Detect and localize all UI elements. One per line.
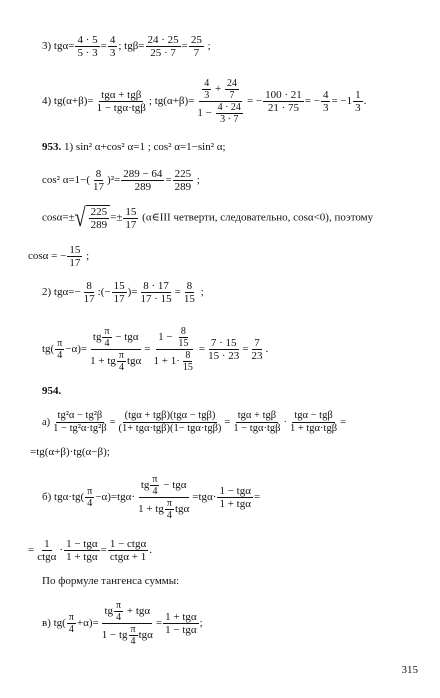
- eq-953-4: 4) tg(α+β)= $\frac{\text{tgα + tgβ}}{\text{1 − tgα·tgβ}}$ ; tg(α+β)= $\frac{4}{3}$ + $\frac{24}{7}$ 1 − $\frac{4 \cdot 24}{3 \cdot 7}$ = − $\frac{100 \cdot 21}{21 \cdot 75}$ = − $\frac{4}{3}$ = −1 $\frac{1}{3}$ .: [42, 78, 367, 125]
- eq-954-a: а) $\frac{\text{tg²α − tg²β}}{\text{1 − tg²α·tg²β}}$ = $\frac{\text{(tgα + tgβ)(tgα − tgβ)}}{\text{(1+ tgα·tgβ)(1− tgα·tgβ)}}$ = $\frac{\text{tgα + tgβ}}{\text{1 − tgα·tgβ}}$ · $\frac{\text{tgα − tgβ}}{\text{1 + tgα·tgβ}}$ =: [42, 410, 346, 434]
- eq-954-v: в) tg( $\frac{\pi}{4}$ +α)= tg $\frac{\pi}{4}$ + tgα 1 − tg $\frac{\pi}{4}$ tgα = $\frac{\text{1 + tgα}}{\text{1 − tgα}}$ ;: [42, 600, 203, 647]
- eq-953-3: 3) tgα= $\frac{4 \cdot 5}{5 \cdot 3}$ = $\frac{4}{3}$ ; tgβ= $\frac{24 \cdot 25}{25 \cdot 7}$ = $\frac{25}{7}$ ;: [42, 34, 211, 59]
- text-tangent-sum: По формуле тангенса суммы:: [42, 575, 180, 587]
- eq-tg-pi4-minus: tg( $\frac{\pi}{4}$ −α)= tg $\frac{\pi}{4}$ − tgα 1 + tg $\frac{\pi}{4}$ tgα = 1 − $\frac{8}{15}$ 1 + 1· $\frac{8}{15}$ = $\frac{7 \cdot 15}{15 \cdot 23}$ = $\frac{7}{23}$ .: [42, 326, 269, 373]
- eq-cos-result: cosα = − $\frac{15}{17}$ ;: [28, 244, 90, 269]
- eq-954-a-result: =tg(α+β)·tg(α−β);: [30, 446, 110, 458]
- problem-953: 953. 1) sin² α+cos² α=1 ; cos² α=1−sin² α;: [42, 141, 226, 153]
- eq-cos2: cos² α=1−( $\frac{8}{17}$ )²= $\frac{289 - 64}{289}$ = $\frac{225}{289}$ ;: [42, 168, 200, 193]
- eq-954-b-cont: = $\frac{1}{\text{ctgα}}$ · $\frac{\text{1 − tgα}}{\text{1 + tgα}}$ = $\frac{\text{1 − ctgα}}{\text{ctgα + 1}}$ .: [28, 538, 152, 563]
- problem-954: 954.: [42, 385, 62, 397]
- eq-cos-sqrt: cosα=±√ $\frac{225}{289}$ =± $\frac{15}{17}$ (α∈III четверти, следовательно, cosα<0), поэтому: [42, 203, 374, 233]
- eq-954-b: б) tgα·tg( $\frac{\pi}{4}$ −α)=tgα· tg $\frac{\pi}{4}$ − tgα 1 + tg $\frac{\pi}{4}$ tgα =tgα· $\frac{\text{1 − tgα}}{\text{1 + tgα}}$ =: [42, 474, 261, 521]
- page-number: 315: [401, 664, 418, 676]
- eq-953-2: 2) tgα=− $\frac{8}{17}$ :(− $\frac{15}{17}$ )= $\frac{8 \cdot 17}{17 \cdot 15}$ = $\frac{8}{15}$ ;: [42, 280, 204, 305]
